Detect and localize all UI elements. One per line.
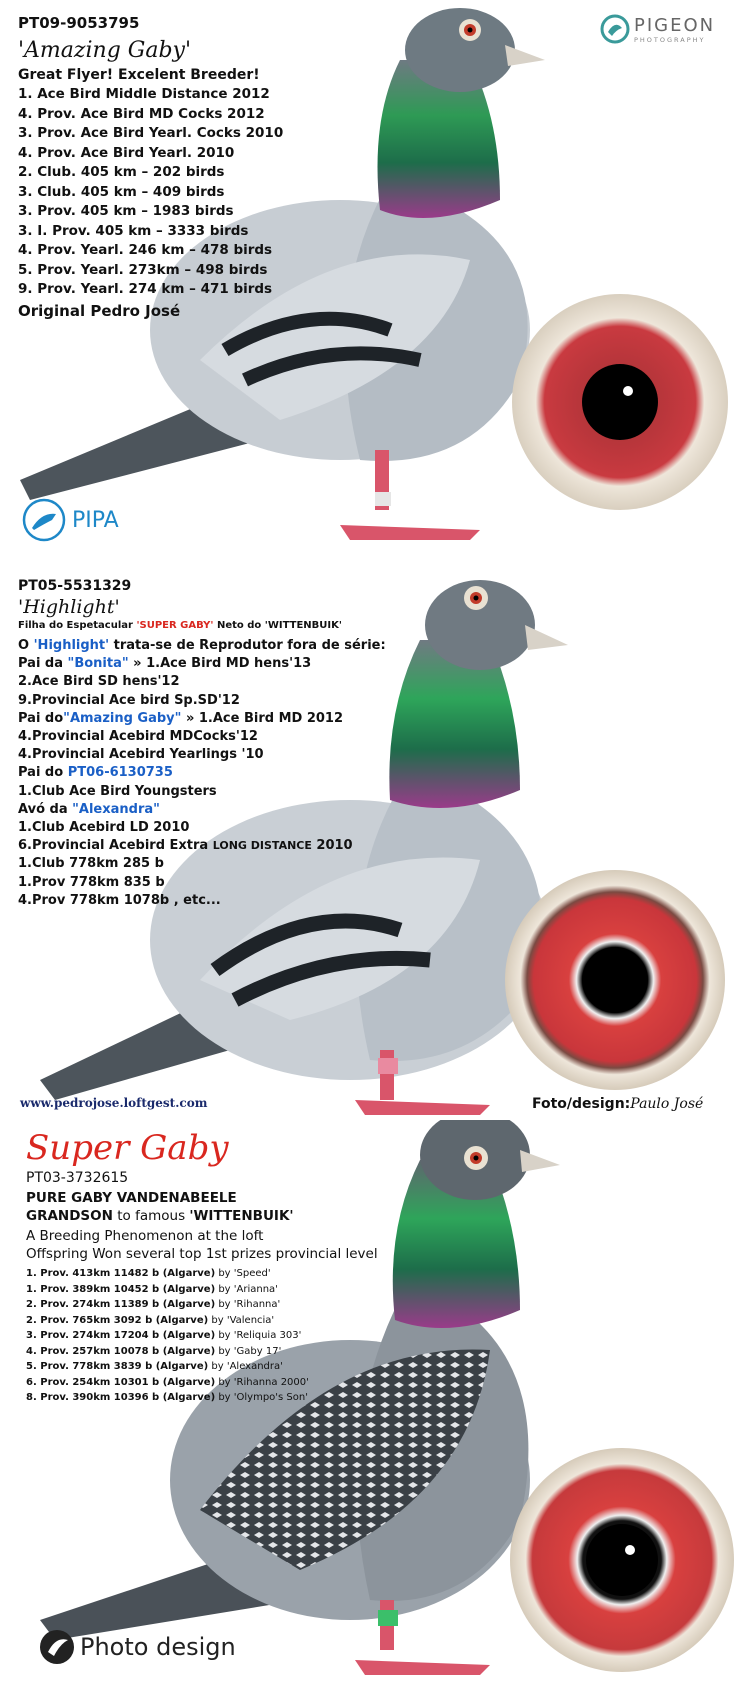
pedigree-line: 1.Club 778km 285 b	[18, 856, 164, 872]
pigeon-feet	[355, 1100, 490, 1115]
pipa-icon	[22, 498, 66, 542]
result-line: 3. I. Prov. 405 km – 3333 birds	[18, 222, 249, 239]
offspring-results	[26, 1266, 378, 1406]
info-block	[18, 578, 386, 910]
photo-credit	[532, 1096, 703, 1112]
logo-photography-text: PHOTOGRAPHY	[634, 35, 706, 44]
pedigree-line: 9.Provincial Ace bird Sp.SD'12	[18, 692, 240, 708]
pedigree-line: Pai do PT06-6130735	[18, 765, 173, 781]
photo-design-icon	[38, 1628, 76, 1666]
credit-name: Paulo José	[630, 1096, 704, 1112]
subtitle	[18, 620, 386, 631]
panel-super-gaby	[0, 1120, 750, 1687]
pedigree-line: 4.Provincial Acebird Yearlings '10	[18, 747, 264, 763]
result-line: 2. Club. 405 km – 202 birds	[18, 164, 225, 180]
pigeon-name: 'Highlight'	[18, 596, 120, 618]
result-line: 9. Prov. Yearl. 274 km – 471 birds	[18, 281, 273, 297]
photo-design-text: Photo design	[80, 1633, 236, 1661]
description-1: A Breeding Phenomenon at the loft	[26, 1228, 264, 1244]
pedigree-line: 1.Club Ace Bird Youngsters	[18, 783, 217, 799]
result-line: 5. Prov. Yearl. 273km – 498 birds	[18, 261, 268, 278]
pigeon-feet	[355, 1660, 490, 1675]
result-line: 4. Prov. Yearl. 246 km – 478 birds	[18, 242, 273, 258]
wittenbuik-highlight: 'WITTENBUIK'	[264, 620, 342, 631]
website-link[interactable]: www.pedrojose.loftgest.com	[20, 1096, 208, 1110]
pedigree-line: 1.Prov 778km 835 b	[18, 874, 165, 890]
subtitle-part: Neto do	[213, 620, 265, 631]
offspring-line: 1. Prov. 389km 10452 b (Algarve) by 'Arianna'	[26, 1283, 278, 1295]
pedigree-line: 1.Club Acebird LD 2010	[18, 820, 190, 836]
offspring-line: 8. Prov. 390km 10396 b (Algarve) by 'Olympo's Son'	[26, 1392, 308, 1403]
info-block	[18, 14, 283, 320]
ring-number: PT03-3732615	[26, 1170, 129, 1186]
result-line: 3. Club. 405 km – 409 birds	[18, 183, 225, 200]
results-list	[18, 85, 283, 300]
pedigree-line: 4.Prov 778km 1078b , etc...	[18, 892, 221, 908]
offspring-line: 5. Prov. 778km 3839 b (Algarve) by 'Alexandra'	[26, 1361, 283, 1372]
offspring-line: 2. Prov. 274km 11389 b (Algarve) by 'Rihanna'	[26, 1299, 281, 1310]
origin-label: Original Pedro José	[18, 301, 181, 320]
title-line-2: GRANDSON to famous 'WITTENBUIK'	[26, 1208, 294, 1224]
pipa-logo	[22, 498, 119, 542]
pigeon-name: 'Amazing Gaby'	[18, 38, 192, 63]
pigeon-name: Super Gaby	[26, 1128, 229, 1168]
pigeon-photography-logo	[600, 14, 715, 44]
pipa-text: PIPA	[72, 507, 119, 533]
tagline: Great Flyer! Excelent Breeder!	[18, 67, 260, 83]
offspring-line: 1. Prov. 413km 11482 b (Algarve) by 'Speed'	[26, 1268, 271, 1279]
pedigree-line: Avó da "Alexandra"	[18, 801, 160, 817]
pigeon-feet	[340, 525, 480, 540]
pedigree-line: 2.Ace Bird SD hens'12	[18, 674, 180, 690]
pedigree-line: 6.Provincial Acebird Extra LONG DISTANCE 2010	[18, 838, 353, 854]
logo-pigeon-text: PIGEON	[634, 14, 716, 36]
title-line-1: PURE GABY VANDENABEELE	[26, 1190, 237, 1206]
pedigree-line: O 'Highlight' trata-se de Reprodutor fora de série:	[18, 638, 386, 653]
info-block	[26, 1128, 378, 1406]
ring-number: PT09-9053795	[18, 14, 140, 32]
offspring-line: 6. Prov. 254km 10301 b (Algarve) by 'Rihanna 2000'	[26, 1376, 309, 1388]
panel-amazing-gaby	[0, 0, 750, 560]
credit-label: Foto/design:	[532, 1096, 631, 1112]
panel-highlight	[0, 560, 750, 1120]
result-line: 1. Ace Bird Middle Distance 2012	[18, 86, 270, 102]
super-gaby-highlight: 'SUPER GABY'	[136, 620, 214, 631]
offspring-line: 2. Prov. 765km 3092 b (Algarve) by 'Valencia'	[26, 1314, 275, 1326]
offspring-line: 3. Prov. 274km 17204 b (Algarve) by 'Reliquia 303'	[26, 1330, 302, 1341]
result-line: 4. Prov. Ace Bird MD Cocks 2012	[18, 105, 265, 122]
result-line: 3. Prov. Ace Bird Yearl. Cocks 2010	[18, 125, 284, 141]
subtitle-part: Filha do Espetacular	[18, 620, 137, 631]
result-line: 4. Prov. Ace Bird Yearl. 2010	[18, 144, 235, 161]
pigeon-head	[405, 8, 515, 92]
pedigree-line: Pai do"Amazing Gaby" » 1.Ace Bird MD 2012	[18, 710, 344, 726]
ring-number: PT05-5531329	[18, 578, 132, 594]
pedigree-line: 4.Provincial Acebird MDCocks'12	[18, 729, 258, 745]
pigeon-logo-icon	[600, 14, 630, 44]
pedigree-line: Pai da "Bonita" » 1.Ace Bird MD hens'13	[18, 656, 312, 672]
photo-design-logo	[38, 1628, 236, 1666]
description-2: Offspring Won several top 1st prizes provincial level	[26, 1246, 378, 1262]
pedigree-list	[18, 637, 386, 910]
result-line: 3. Prov. 405 km – 1983 birds	[18, 203, 234, 219]
offspring-line: 4. Prov. 257km 10078 b (Algarve) by 'Gaby 17'	[26, 1345, 282, 1357]
